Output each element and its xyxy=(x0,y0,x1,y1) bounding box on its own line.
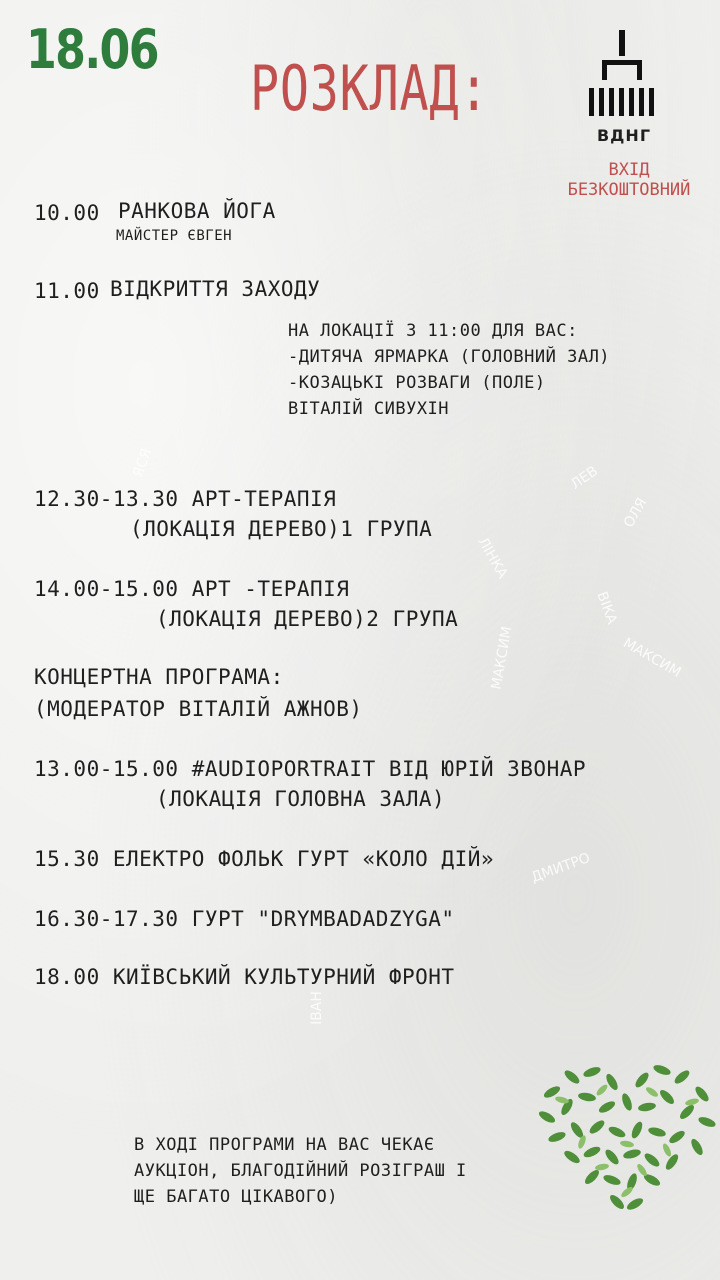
yoga-host: МАЙСТЕР ЄВГЕН xyxy=(116,228,233,244)
location-info xyxy=(288,318,610,422)
yoga-time: 10.00 xyxy=(34,201,100,225)
footer-line: АУКЦІОН, БЛАГОДІЙНИЙ РОЗІГРАШ І xyxy=(134,1161,467,1181)
free-entry-note xyxy=(544,160,714,200)
footer-line: ЩЕ БАГАТО ЦІКАВОГО) xyxy=(134,1187,338,1207)
location-info-line: НА ЛОКАЦІЇ З 11:00 ДЛЯ ВАС: xyxy=(288,321,578,341)
opening-time: 11.00 xyxy=(34,279,100,303)
leaf-heart-icon xyxy=(532,1052,720,1232)
logo-label: ВДНГ xyxy=(596,126,652,145)
audioportrait-time: 13.00-15.00 #AUDIOPORTRAIT ВІД ЮРІЙ ЗВОНАР xyxy=(34,757,587,781)
watermark-decoration: МАКСИМ xyxy=(620,635,684,681)
kyiv-front-item: 18.00 КИЇВСЬКИЙ КУЛЬТУРНИЙ ФРОНТ xyxy=(34,965,455,989)
art-therapy-2-location: (ЛОКАЦІЯ ДЕРЕВО)2 ГРУПА xyxy=(156,607,459,631)
electro-folk-item: 15.30 ЕЛЕКТРО ФОЛЬК ГУРТ «КОЛО ДІЙ» xyxy=(34,847,495,871)
opening-title: ВІДКРИТТЯ ЗАХОДУ xyxy=(110,277,321,301)
event-date: 18.06 xyxy=(26,18,158,81)
watermark-decoration: МАКСИМ xyxy=(488,625,516,691)
yoga-title: РАНКОВА ЙОГА xyxy=(118,199,276,223)
watermark-decoration: ВІКА xyxy=(593,589,620,627)
footer-line: В ХОДІ ПРОГРАМИ НА ВАС ЧЕКАЄ xyxy=(134,1135,435,1155)
entry-line-2: БЕЗКОШТОВНИЙ xyxy=(567,180,691,200)
concert-moderator: (МОДЕРАТОР ВІТАЛІЙ АЖНОВ) xyxy=(34,697,363,721)
location-info-line: -ДИТЯЧА ЯРМАРКА (ГОЛОВНИЙ ЗАЛ) xyxy=(288,347,611,367)
watermark-decoration: ОЛЯ xyxy=(620,495,651,531)
location-info-line: -КОЗАЦЬКІ РОЗВАГИ (ПОЛЕ) xyxy=(288,373,546,393)
page-title: РОЗКЛАД: xyxy=(250,52,490,125)
drymba-item: 16.30-17.30 ГУРТ "DRYMBADADZYGA" xyxy=(34,907,455,931)
watermark-decoration: ЛЕВ xyxy=(568,463,601,493)
location-info-line: ВІТАЛІЙ СИВУХІН xyxy=(288,399,450,419)
art-therapy-1-location: (ЛОКАЦІЯ ДЕРЕВО)1 ГРУПА xyxy=(130,517,433,541)
footer-note xyxy=(134,1132,467,1210)
concert-heading: КОНЦЕРТНА ПРОГРАМА: xyxy=(34,665,284,689)
entry-line-1: ВХІД xyxy=(608,160,650,180)
watermark-decoration: ДМИТРО xyxy=(529,849,593,887)
watermark-decoration: ЛІНКА xyxy=(474,534,511,582)
watermark-decoration: ІВАН xyxy=(308,991,325,1025)
art-therapy-2-time: 14.00-15.00 АРТ -ТЕРАПІЯ xyxy=(34,577,350,601)
watermark-decoration: ЯСЯ xyxy=(130,446,156,480)
audioportrait-location: (ЛОКАЦІЯ ГОЛОВНА ЗАЛА) xyxy=(156,787,446,811)
art-therapy-1-time: 12.30-13.30 АРТ-ТЕРАПІЯ xyxy=(34,487,337,511)
